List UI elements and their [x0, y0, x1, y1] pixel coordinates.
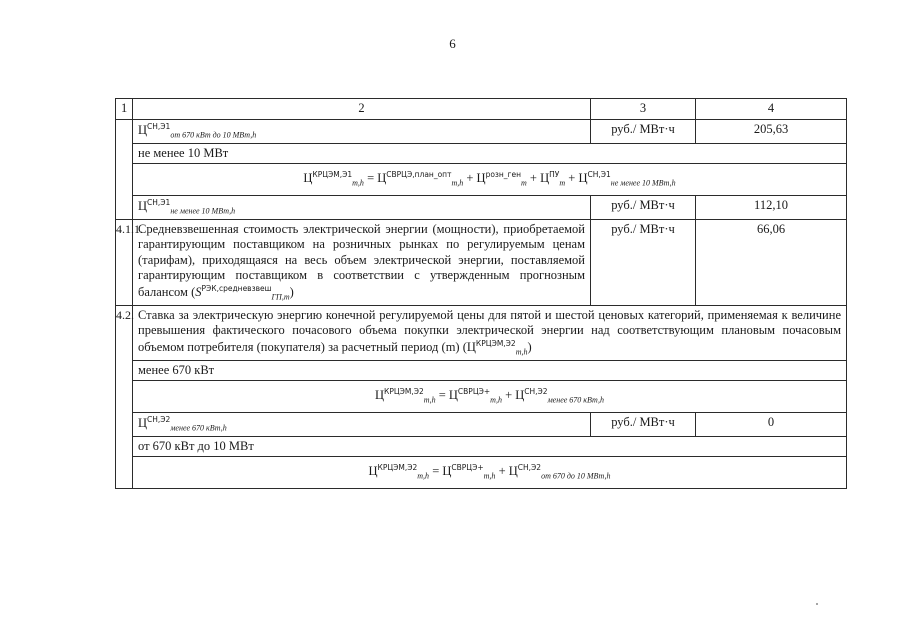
row-number: 4.1.1.: [116, 219, 133, 305]
description-cell: Средневзвешенная стоимость электрической энергии (мощности), приобретаемой гарантирующим поставщиком на розничных рынках по регулируемым ценам (тарифам), приходящаяся на весь объем электрической энергии, поставляемой гарантирующим поставщиком в соответствии с утвержденным прогнозным балансом $(S^{РЭК,средневзвеш}_{ГП,m})$: [133, 219, 591, 305]
formula: $Ц^{КРЦЭМ,Э2}_{m,h} = Ц^{СВРЦЭ+}_{m,h} + Ц^{СН,Э2}_{от 670 до 10 МВт,h}$: [133, 457, 847, 489]
value-cell: 0: [696, 412, 847, 436]
value-cell: 205,63: [696, 120, 847, 144]
table-row: [116, 195, 847, 219]
unit-cell: руб./ МВт·ч: [591, 219, 696, 305]
value-cell: 112,10: [696, 195, 847, 219]
voltage-range-label: от 670 кВт до 10 МВт: [133, 436, 847, 457]
rate-symbol: $Ц^{СН,Э2}_{менее 670 кВт,h}$: [133, 412, 591, 436]
voltage-range-label: менее 670 кВт: [133, 360, 847, 381]
table-row: [116, 360, 847, 381]
unit-cell: руб./ МВт·ч: [591, 412, 696, 436]
table-row: [116, 143, 847, 164]
voltage-range-label: не менее 10 МВт: [133, 143, 847, 164]
description-cell: Ставка за электрическую энергию конечной регулируемой цены для пятой и шестой ценовых категорий, применяемая к величине превышения фактического почасового объема покупки электрической энергии над соответствующим плановым почасовым объемом потребителя (покупателя) за расчетный период (m) $(Ц^{КРЦЭМ,Э2}_{m,h})$: [133, 305, 847, 360]
header-col-4: 4: [696, 99, 847, 120]
table-row: [116, 120, 847, 144]
table-row: [116, 436, 847, 457]
header-col-1: 1: [116, 99, 133, 120]
formula: $Ц^{КРЦЭМ,Э2}_{m,h} = Ц^{СВРЦЭ+}_{m,h} + Ц^{СН,Э2}_{менее 670 кВт,h}$: [133, 381, 847, 413]
table-row: [116, 305, 847, 360]
table-row: [116, 412, 847, 436]
rate-symbol: $Ц^{СН,Э1}_{не менее 10 МВт,h}$: [133, 195, 591, 219]
formula: $Ц^{КРЦЭМ,Э1}_{m,h} = Ц^{СВРЦЭ,план\_опт}_{m,h} + Ц^{розн\_ген}_m + Ц^{ПУ}_m + Ц^{СН,Э1}_{не менее 10 МВт,h}$: [133, 164, 847, 196]
tariff-table: [115, 98, 847, 489]
table-row: [116, 219, 847, 305]
scan-speck: [816, 603, 818, 605]
row-number: 4.2.: [116, 305, 133, 488]
rate-symbol: $Ц^{СН,Э1}_{от 670 кВт до 10 МВт,h}$: [133, 120, 591, 144]
page-number: 6: [449, 36, 456, 51]
value-cell: 66,06: [696, 219, 847, 305]
unit-cell: руб./ МВт·ч: [591, 195, 696, 219]
unit-cell: руб./ МВт·ч: [591, 120, 696, 144]
header-col-3: 3: [591, 99, 696, 120]
table-row: [116, 457, 847, 489]
table-row: [116, 164, 847, 196]
table-row: [116, 381, 847, 413]
row-number-cell: [116, 120, 133, 220]
header-row: [116, 99, 847, 120]
header-col-2: 2: [133, 99, 591, 120]
